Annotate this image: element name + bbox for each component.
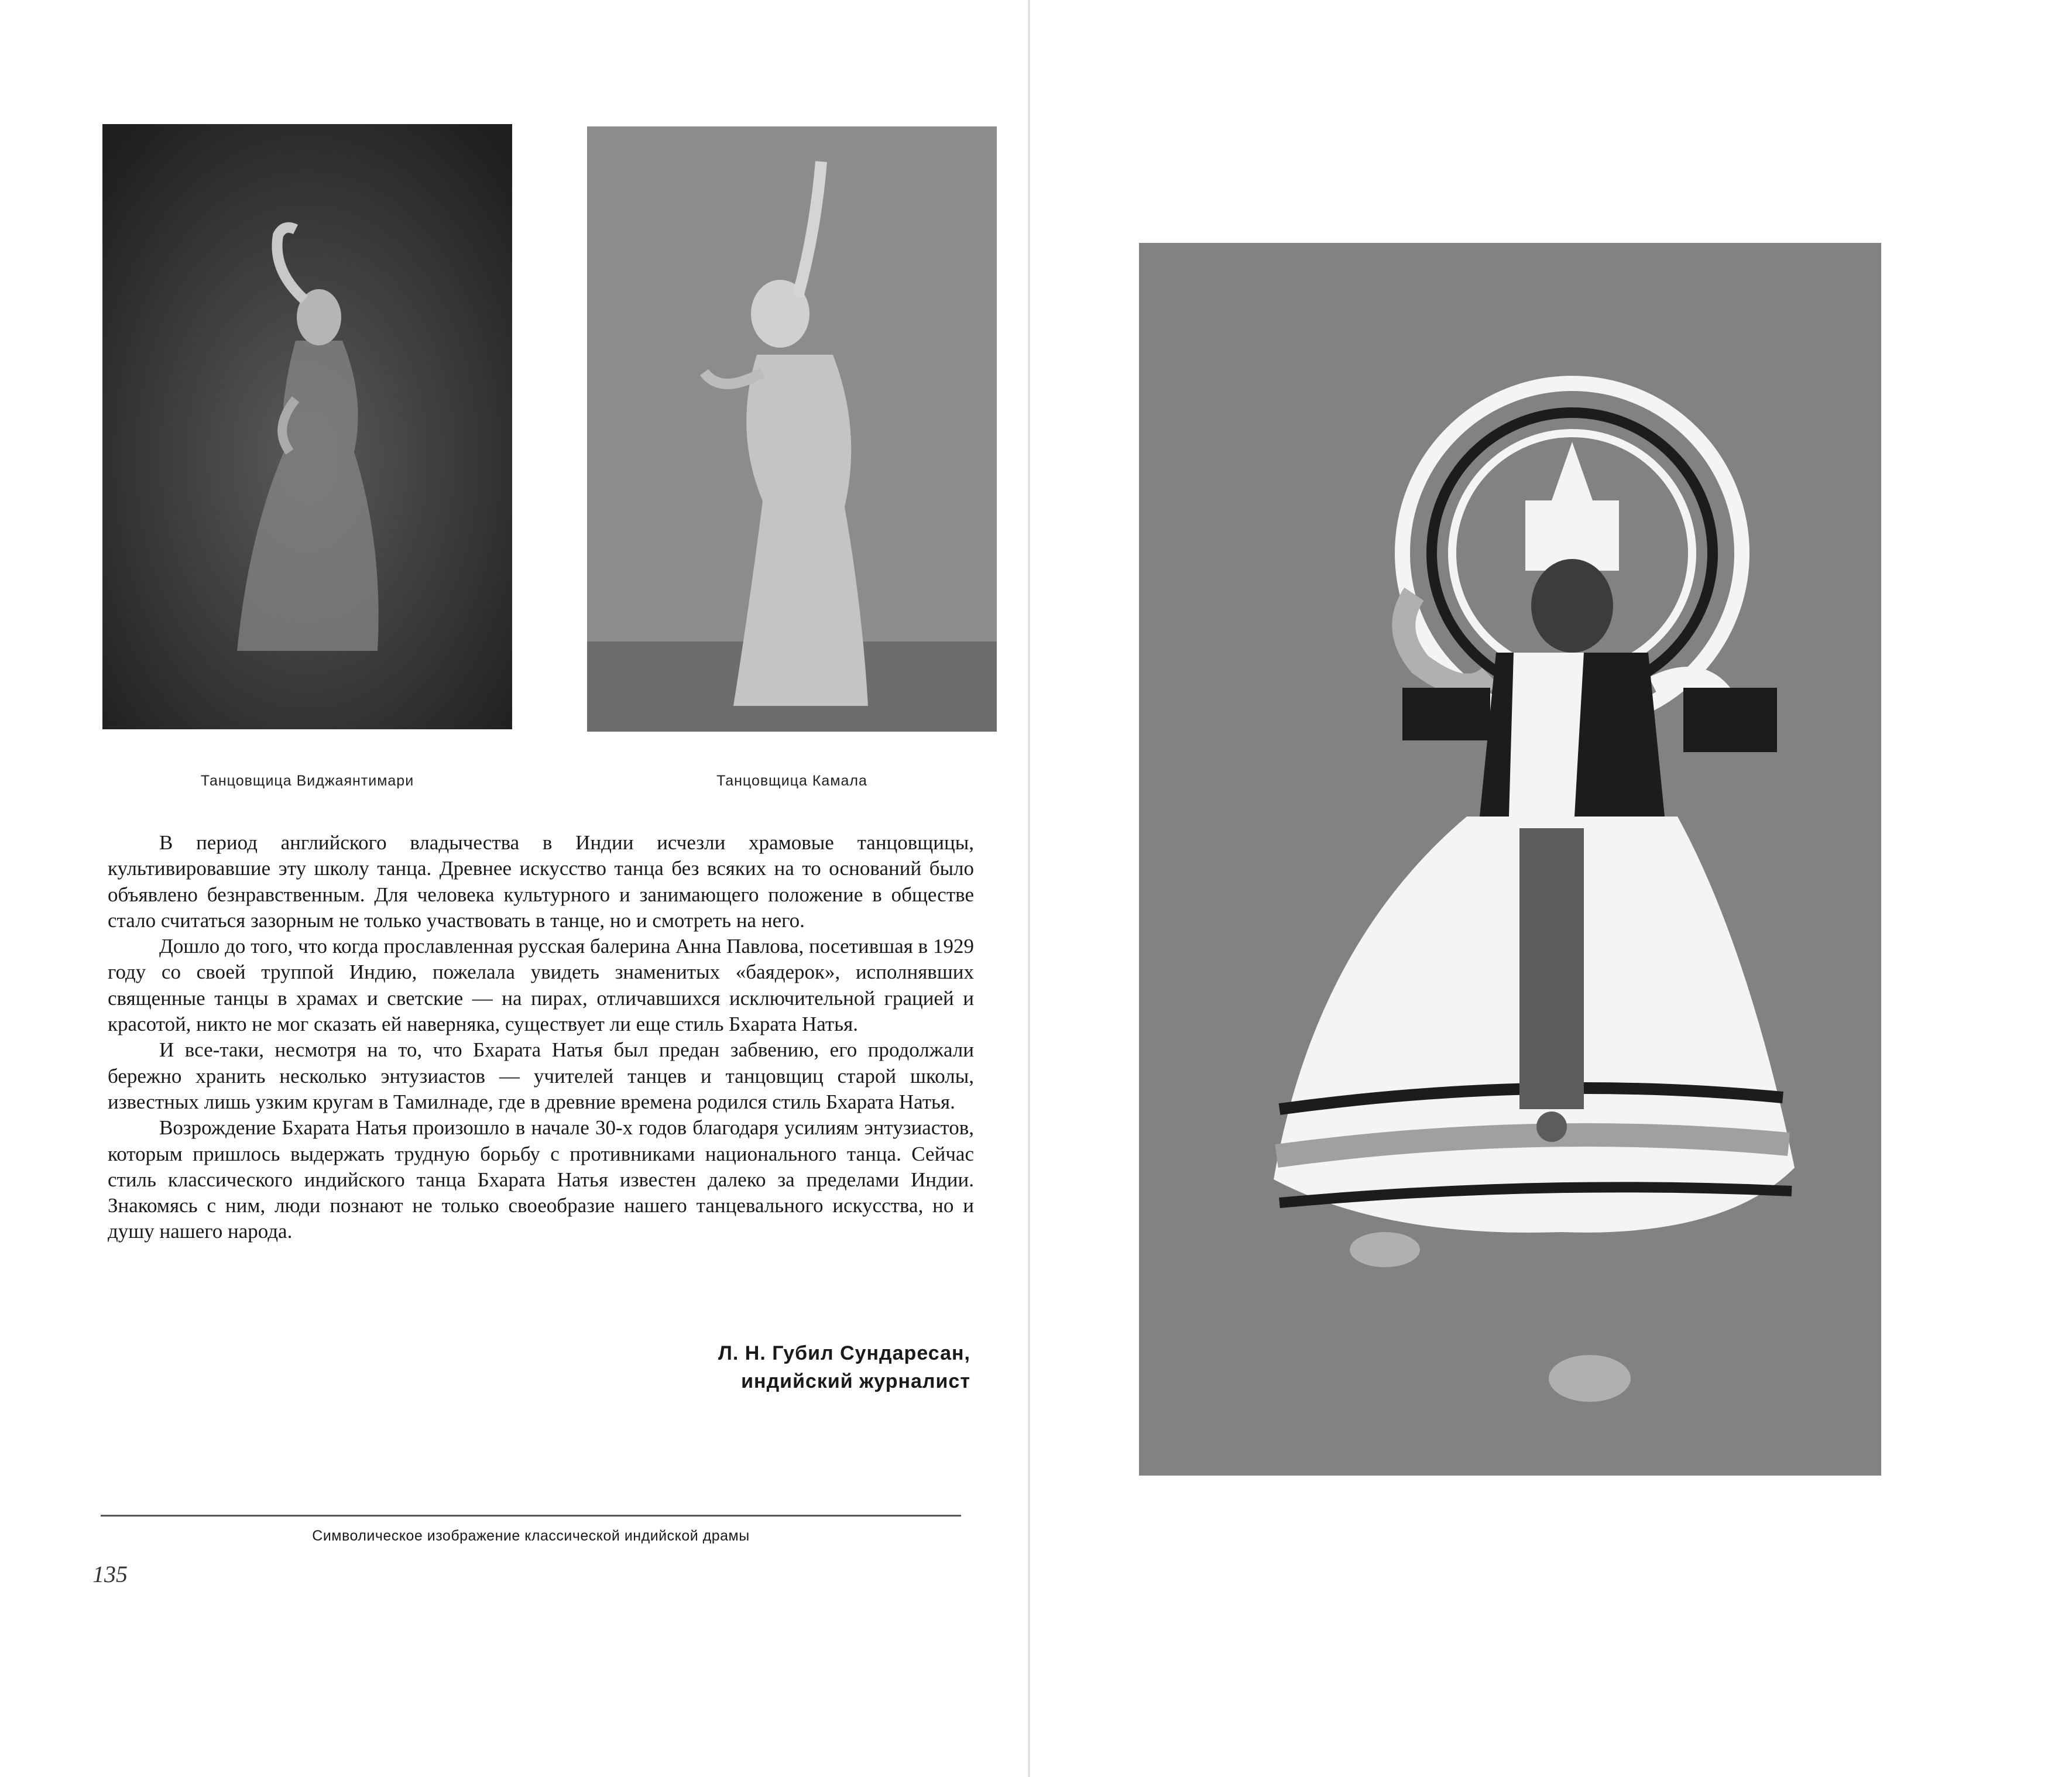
kathakali-dancer-illustration [1139, 243, 1881, 1476]
footer-caption: Символическое изображение классической индийской драмы [312, 1528, 750, 1544]
author-name: Л. Н. Губил Сундаресан, [718, 1342, 970, 1364]
paragraph: В период английского владычества в Индии исчезли храмовые танцовщицы, культивировавшие эту школу танца. Древнее искусство танца без всяких на то оснований было объявлено безнравственным. Для человека культурного и занимающего положение в обществе стало считаться зазорным не только участвовать в танце, но и смотреть на него. [108, 831, 974, 932]
paragraph: И все-таки, несмотря на то, что Бхарата Натья был предан забвению, его продолжали бережно хранить несколько энтузиастов — учителей танцев и танцовщиц старой школы, известных лишь узким кругам в Тамилнаде, где в древние времена родился стиль Бхарата Натья. [108, 1038, 974, 1113]
photo-caption: Танцовщица Виджаянтимари [200, 773, 414, 789]
dancer-photo-kamala [587, 126, 997, 732]
footer-divider [101, 1515, 961, 1517]
left-page [0, 0, 1029, 1777]
author-signature [718, 1339, 970, 1395]
paragraph: Возрождение Бхарата Натья произошло в начале 30-х годов благодаря усилиям энтузиастов, которым пришлось выдержать трудную борьбу с противниками национального танца. Сейчас стиль классического индийского танца Бхарата Натья известен далеко за пределами Индии. Знакомясь с ним, люди познают не только своеобразие нашего танцевального искусства, но и душу нашего народа. [108, 1116, 974, 1243]
author-title: индийский журналист [741, 1370, 970, 1392]
page-number: 135 [92, 1561, 128, 1587]
dancer-photo-vijayantimala [102, 124, 512, 729]
paragraph: Дошло до того, что когда прославленная русская балерина Анна Павлова, посетившая в 1929 году со своей труппой Индию, пожелала увидеть знаменитых «баядерок», исполнявших священные танцы в храмах и светские — на пирах, отличавшихся исключительной грацией и красотой, никто не мог сказать ей наверняка, существует ли еще стиль Бхарата Натья. [108, 935, 974, 1036]
article-body [108, 830, 974, 1245]
photo-caption: Танцовщица Камала [716, 773, 867, 789]
